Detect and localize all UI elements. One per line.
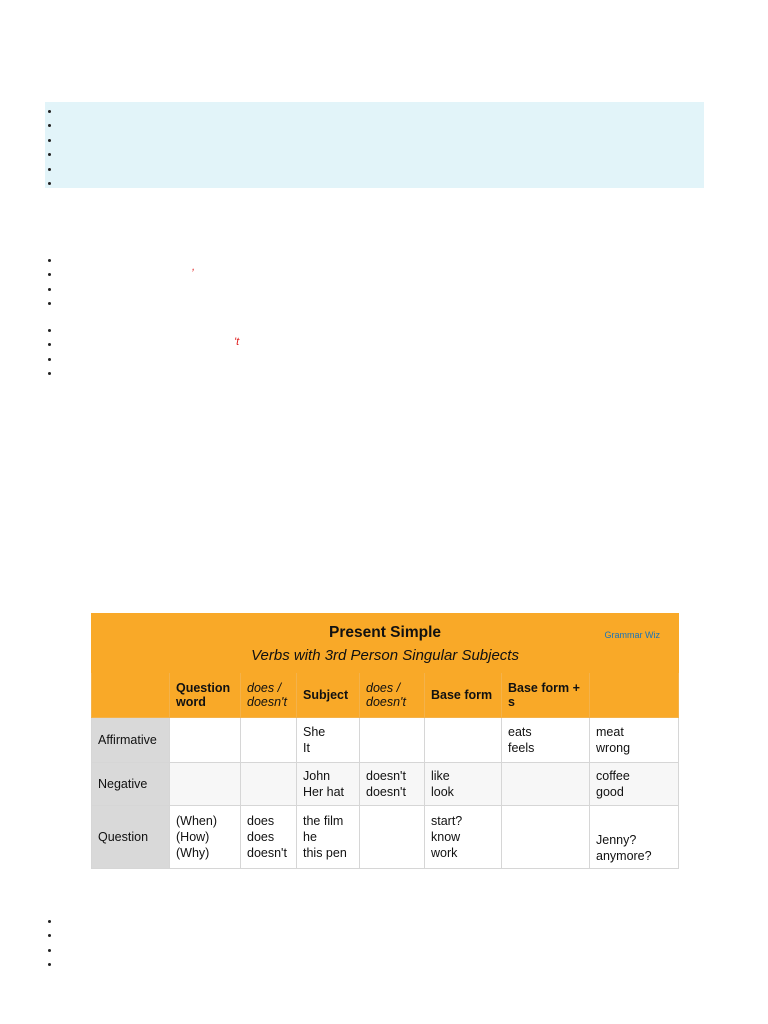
list-item [48, 914, 58, 928]
cell-text: Her hat [303, 785, 344, 799]
table-cell [241, 718, 297, 763]
mid-bullet-list-a [48, 253, 58, 311]
list-item [48, 133, 58, 147]
table-header-row [92, 673, 679, 718]
cell-text: Jenny? [596, 833, 637, 847]
column-header: Base form + s [502, 673, 590, 718]
list-item [48, 337, 58, 351]
table-subtitle: Verbs with 3rd Person Singular Subjects [251, 647, 519, 664]
column-header: Base form [425, 673, 502, 718]
cell-text: good [596, 785, 624, 799]
bottom-bullet-list [48, 914, 58, 972]
table-cell [502, 718, 590, 763]
table-cell [590, 718, 679, 763]
column-header: Question word [170, 673, 241, 718]
cell-text: like [431, 769, 450, 783]
cell-text: work [431, 846, 458, 860]
table-cell [425, 718, 502, 763]
table-row [92, 806, 679, 869]
table-cell [502, 806, 590, 869]
cell-text: coffee [596, 769, 630, 783]
cell-text: doesn't [366, 785, 406, 799]
row-label: Affirmative [92, 718, 170, 763]
cell-text: feels [508, 741, 535, 755]
list-item [48, 957, 58, 971]
list-item [48, 323, 58, 337]
table-cell [360, 806, 425, 869]
table-title: Present Simple [329, 624, 442, 641]
cell-text: wrong [596, 741, 631, 755]
cell-text: doesn't [366, 769, 406, 783]
list-item [48, 928, 58, 942]
list-item [48, 943, 58, 957]
red-correction-mark: 't [234, 336, 240, 348]
present-simple-table-wrap [91, 613, 678, 867]
table-cell [241, 763, 297, 806]
column-header: does / doesn't [360, 673, 425, 718]
row-label: Negative [92, 763, 170, 806]
cell-text: look [431, 785, 454, 799]
cell-text: anymore? [596, 849, 652, 863]
column-header: does / doesn't [241, 673, 297, 718]
table-cell [170, 806, 241, 869]
cell-text: he [303, 830, 317, 844]
cell-text: does [247, 814, 275, 828]
table-cell [170, 763, 241, 806]
row-label: Question [92, 806, 170, 869]
table-cell [502, 763, 590, 806]
list-item [48, 118, 58, 132]
top-bullet-list [48, 104, 58, 190]
cell-text: She [303, 725, 326, 739]
table-cell [241, 806, 297, 869]
list-item [48, 176, 58, 190]
cell-text: know [431, 830, 461, 844]
red-correction-mark: , [192, 261, 196, 273]
table-cell [170, 718, 241, 763]
column-header: Subject [297, 673, 360, 718]
table-cell [590, 763, 679, 806]
table-cell [297, 763, 360, 806]
cell-text: It [303, 741, 310, 755]
cell-text: (How) [176, 830, 210, 844]
cell-text: the film [303, 814, 344, 828]
highlight-box [45, 102, 704, 188]
table-title-cell [92, 614, 679, 673]
brand-label: Grammar Wiz [604, 630, 661, 640]
mid-bullet-list-b [48, 323, 58, 381]
cell-text: does [247, 830, 275, 844]
cell-text: doesn't [247, 846, 287, 860]
table-cell [425, 763, 502, 806]
cell-text: meat [596, 725, 624, 739]
table-row [92, 763, 679, 806]
column-header [92, 673, 170, 718]
cell-text: this pen [303, 846, 347, 860]
list-item [48, 147, 58, 161]
list-item [48, 104, 58, 118]
cell-text: (When) [176, 814, 217, 828]
list-item [48, 267, 58, 281]
column-header [590, 673, 679, 718]
table-cell [360, 718, 425, 763]
table-row [92, 718, 679, 763]
table-cell [297, 806, 360, 869]
list-item [48, 253, 58, 267]
table-cell [297, 718, 360, 763]
list-item [48, 352, 58, 366]
cell-text: (Why) [176, 846, 210, 860]
list-item [48, 366, 58, 380]
table-cell [425, 806, 502, 869]
present-simple-table [91, 613, 679, 869]
cell-text: John [303, 769, 331, 783]
table-cell [360, 763, 425, 806]
list-item [48, 282, 58, 296]
table-cell [590, 806, 679, 869]
list-item [48, 162, 58, 176]
cell-text: start? [431, 814, 463, 828]
cell-text: eats [508, 725, 532, 739]
list-item [48, 296, 58, 310]
